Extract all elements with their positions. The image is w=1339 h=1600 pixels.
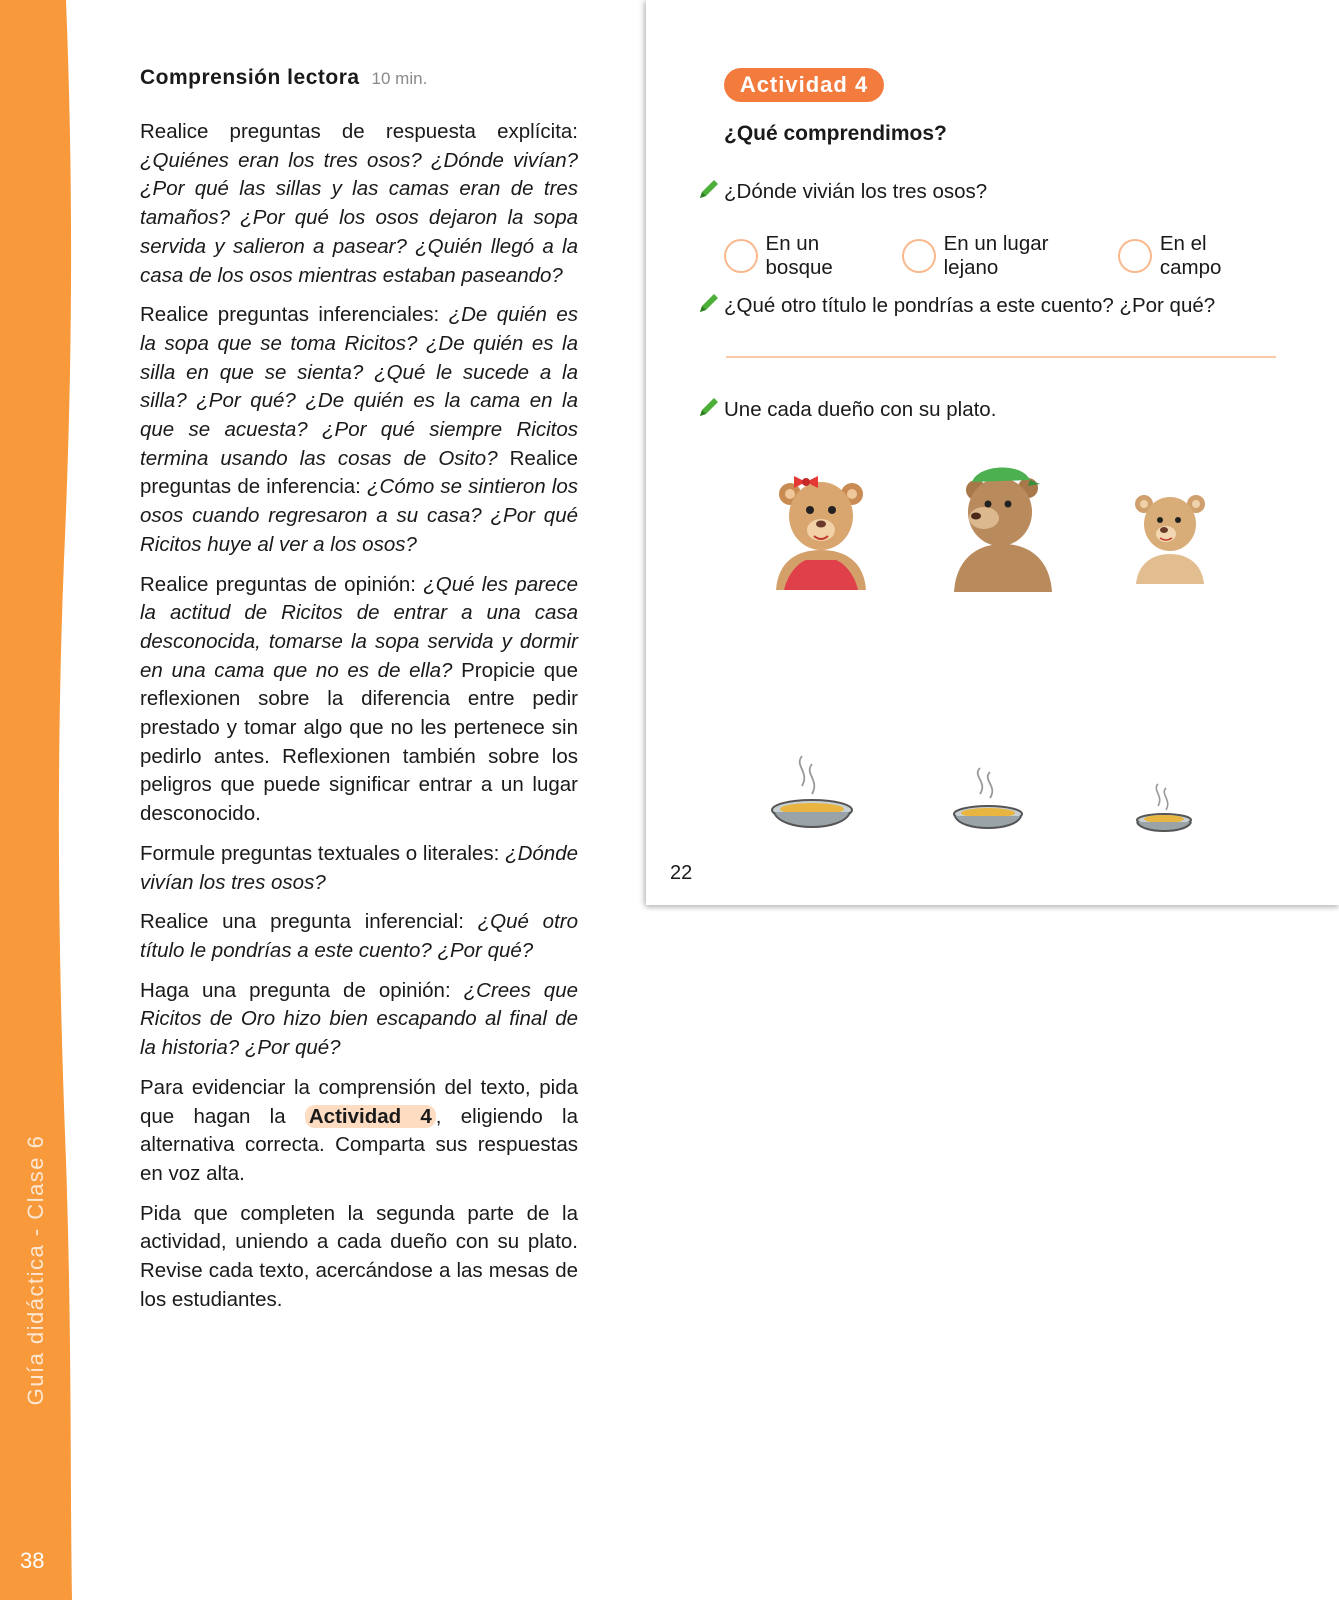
heading-text: Comprensión lectora bbox=[140, 66, 360, 89]
small-bowl-illustration[interactable] bbox=[1134, 780, 1194, 840]
pencil-icon bbox=[696, 394, 722, 420]
answer-options bbox=[724, 232, 1284, 280]
radio-circle[interactable] bbox=[902, 239, 936, 273]
paragraph-inferential: Realice preguntas inferenciales: ¿De quién es la sopa que se toma Ricitos? ¿De quién es la silla en que se sienta? ¿Qué le sucede a la silla? ¿Por qué? ¿De quién es la cama en la que se acuesta? ¿Por qué siempre Ricitos termina usando las cosas de Osito? Realice preguntas de inferencia: ¿Cómo se sintieron los osos cuando regresaron a su casa? ¿Por qué Ricitos huye al ver a los osos? bbox=[140, 303, 579, 556]
radio-circle[interactable] bbox=[724, 239, 758, 273]
paragraph-activity: Para evidenciar la comprensión del texto, pida que hagan la Actividad 4 , eligiendo la alternativa correcta. Comparta sus respuestas en voz alta. bbox=[140, 1075, 578, 1185]
radio-circle[interactable] bbox=[1118, 239, 1152, 273]
medium-bowl-illustration[interactable] bbox=[952, 764, 1024, 838]
sidebar bbox=[0, 0, 72, 1600]
section-heading bbox=[140, 66, 578, 90]
question-where: ¿Dónde vivián los tres osos? bbox=[724, 180, 988, 203]
sidebar-label: Guía didáctica - Clase 6 bbox=[23, 1134, 48, 1406]
option-lugar-lejano[interactable]: En un lugar lejano bbox=[902, 232, 1106, 280]
activity-badge: Actividad 4 bbox=[724, 68, 884, 102]
papa-bear-illustration[interactable] bbox=[948, 460, 1058, 592]
workbook-page-number: 22 bbox=[670, 862, 693, 884]
paragraph-opinion-ending: Haga una pregunta de opinión: ¿Crees que Ricitos de Oro hizo bien escapando al final de la historia? ¿Por qué? bbox=[140, 978, 579, 1060]
paragraph-explicit: Realice preguntas de respuesta explícita: ¿Quiénes eran los tres osos? ¿Dónde vivían? ¿Por qué las sillas y las camas eran de tres tamaños? ¿Por qué los osos dejaron la sopa servida y salieron a pasear? ¿Quién llegó a la casa de los osos mientras estaban paseando? bbox=[140, 120, 578, 287]
paragraph-inferential-title: Realice una pregunta inferencial: ¿Qué otro título le pondrías a este cuento? ¿Por qué? bbox=[140, 910, 579, 962]
large-bowl-illustration[interactable] bbox=[770, 752, 854, 838]
page-number: 38 bbox=[20, 1548, 45, 1573]
paragraph-opinion: Realice preguntas de opinión: ¿Qué les parece la actitud de Ricitos de entrar a una casa desconocida, tomarse la sopa servida y dormir en una cama que no es de ella? Propicie que reflexionen sobre la diferencia entre pedir prestado y tomar algo que no les pertenece sin pedirlo antes. Reflexionen también sobre los peligros que puede significar entrar a un lugar desconocido. bbox=[140, 572, 578, 826]
mama-bear-illustration[interactable] bbox=[766, 462, 876, 590]
duration: 10 min. bbox=[371, 69, 428, 88]
pencil-icon bbox=[696, 176, 722, 202]
option-bosque[interactable]: En un bosque bbox=[724, 232, 890, 280]
teacher-guide bbox=[140, 66, 578, 1325]
paragraph-matching: Pida que completen la segunda parte de la actividad, uniendo a cada dueño con su plato. Revise cada texto, acercándose a las mesas de los estudiantes. bbox=[140, 1201, 578, 1311]
workbook-title: ¿Qué comprendimos? bbox=[724, 122, 947, 145]
question-title: ¿Qué otro título le pondrías a este cuento? ¿Por qué? bbox=[724, 294, 1216, 317]
pencil-icon bbox=[696, 290, 722, 316]
activity-highlight: Actividad 4 bbox=[305, 1105, 436, 1128]
question-match: Une cada dueño con su plato. bbox=[724, 398, 997, 421]
paragraph-literal: Formule preguntas textuales o literales: ¿Dónde vivían los tres osos? bbox=[140, 841, 578, 894]
option-campo[interactable]: En el campo bbox=[1118, 232, 1272, 280]
answer-line[interactable] bbox=[726, 356, 1276, 358]
baby-bear-illustration[interactable] bbox=[1130, 484, 1210, 584]
workbook-page bbox=[646, 0, 1339, 905]
